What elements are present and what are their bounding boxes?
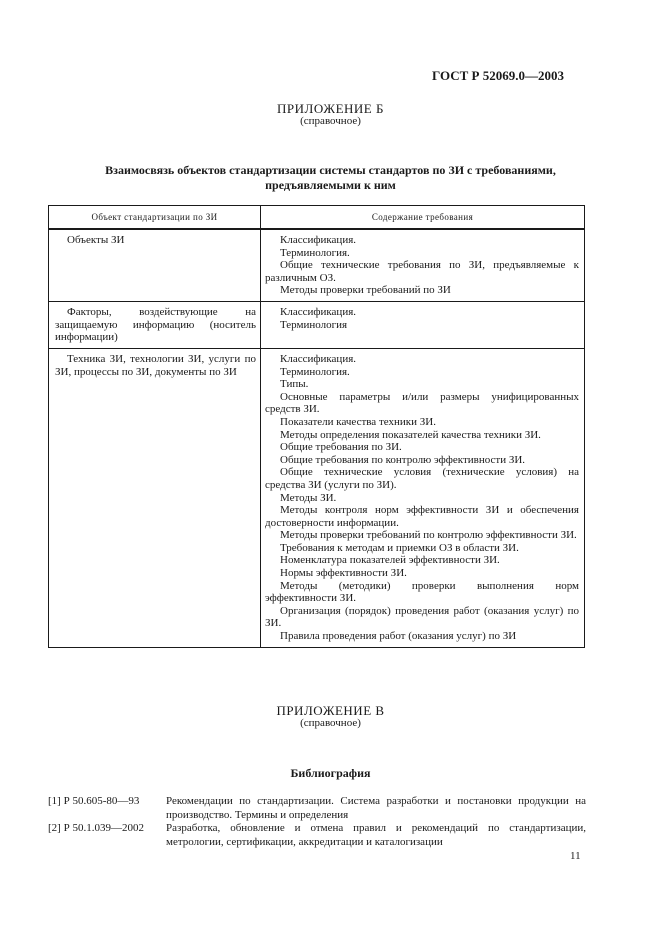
table-row bbox=[49, 301, 585, 348]
requirement-item: Терминология bbox=[280, 318, 348, 331]
bibliography-text: Разработка, обновление и отмена правил и рекомендаций по стандартизации, метрологии, сертификации, аккредитации и каталогизации bbox=[166, 822, 586, 848]
bibliography-entry bbox=[0, 795, 661, 822]
table-title-line1: Взаимосвязь объектов стандартизации системы стандартов по ЗИ с требованиями, bbox=[105, 163, 556, 177]
requirement-item: Общие технические требования по ЗИ, предъявляемые к различным ОЗ. bbox=[265, 259, 579, 284]
requirement-item: Общие технические условия (технические условия) на средства ЗИ (услуги по ЗИ). bbox=[265, 466, 579, 491]
object-text: Объекты ЗИ bbox=[67, 234, 125, 246]
appendix-v-subtitle: (справочное) bbox=[300, 717, 361, 729]
requirement-item: Общие требования по ЗИ. bbox=[280, 441, 402, 454]
requirements-table bbox=[48, 205, 585, 648]
appendix-b-title: ПРИЛОЖЕНИЕ Б bbox=[277, 101, 384, 116]
bibliography-ref: [1] Р 50.605-80—93 bbox=[48, 795, 140, 807]
appendix-v-title: ПРИЛОЖЕНИЕ В bbox=[276, 703, 385, 718]
page-number: 11 bbox=[570, 850, 581, 862]
requirements-cell bbox=[261, 229, 585, 301]
requirement-item: Нормы эффективности ЗИ. bbox=[280, 567, 407, 580]
requirement-item: Терминология. bbox=[280, 365, 350, 378]
object-cell bbox=[49, 301, 261, 348]
table-header-row bbox=[49, 206, 585, 230]
requirement-item: Классификация. bbox=[280, 305, 357, 318]
standard-number: ГОСТ Р 52069.0—2003 bbox=[432, 68, 564, 83]
table-title-line2: предъявляемыми к ним bbox=[265, 178, 396, 192]
table-row bbox=[49, 348, 585, 647]
bibliography-entry bbox=[0, 822, 661, 849]
requirement-item: Методы ЗИ. bbox=[280, 491, 337, 504]
requirement-item: Показатели качества техники ЗИ. bbox=[280, 415, 436, 428]
bibliography-ref: [2] Р 50.1.039—2002 bbox=[48, 822, 144, 834]
object-cell bbox=[49, 348, 261, 647]
requirement-item: Методы контроля норм эффективности ЗИ и обеспечения достоверности информации. bbox=[265, 504, 579, 529]
bibliography-title: Библиография bbox=[290, 766, 371, 780]
requirement-item: Номенклатура показателей эффективности ЗИ. bbox=[280, 554, 500, 567]
requirement-item: Общие требования по контролю эффективности ЗИ. bbox=[280, 453, 526, 466]
requirement-item: Методы (методики) проверки выполнения норм эффективности ЗИ. bbox=[265, 579, 579, 605]
requirement-item: Классификация. bbox=[280, 352, 357, 365]
requirement-item: Методы проверки требований по ЗИ bbox=[280, 284, 451, 297]
object-text: Факторы, воздействующие на защищаемую информацию (носитель информации) bbox=[55, 305, 256, 344]
object-cell bbox=[49, 229, 261, 301]
table-row bbox=[49, 229, 585, 301]
requirement-item: Типы. bbox=[280, 378, 309, 391]
bibliography-list bbox=[0, 795, 661, 849]
requirement-item: Методы проверки требований по контролю эффективности ЗИ. bbox=[280, 529, 577, 542]
requirement-item: Методы определения показателей качества техники ЗИ. bbox=[280, 428, 541, 441]
requirement-item: Классификация. bbox=[280, 234, 357, 246]
requirement-item: Правила проведения работ (оказания услуг) по ЗИ bbox=[280, 630, 517, 643]
requirement-item: Терминология. bbox=[280, 246, 350, 259]
requirement-item: Основные параметры и/или размеры унифицированных средств ЗИ. bbox=[265, 390, 579, 416]
requirement-item: Требования к методам и приемки ОЗ в области ЗИ. bbox=[280, 541, 519, 554]
requirements-cell bbox=[261, 301, 585, 348]
object-text: Техника ЗИ, технологии ЗИ, услуги по ЗИ, процессы по ЗИ, документы по ЗИ bbox=[55, 352, 256, 378]
requirements-cell bbox=[261, 348, 585, 647]
column-header-requirements: Содержание требования bbox=[261, 206, 585, 230]
requirement-item: Организация (порядок) проведения работ (оказания услуг) по ЗИ. bbox=[265, 604, 579, 630]
bibliography-text: Рекомендации по стандартизации. Система разработки и постановки продукции на производство. Термины и определения bbox=[166, 795, 586, 821]
column-header-object: Объект стандартизации по ЗИ bbox=[49, 206, 261, 230]
appendix-b-subtitle: (справочное) bbox=[300, 115, 361, 127]
